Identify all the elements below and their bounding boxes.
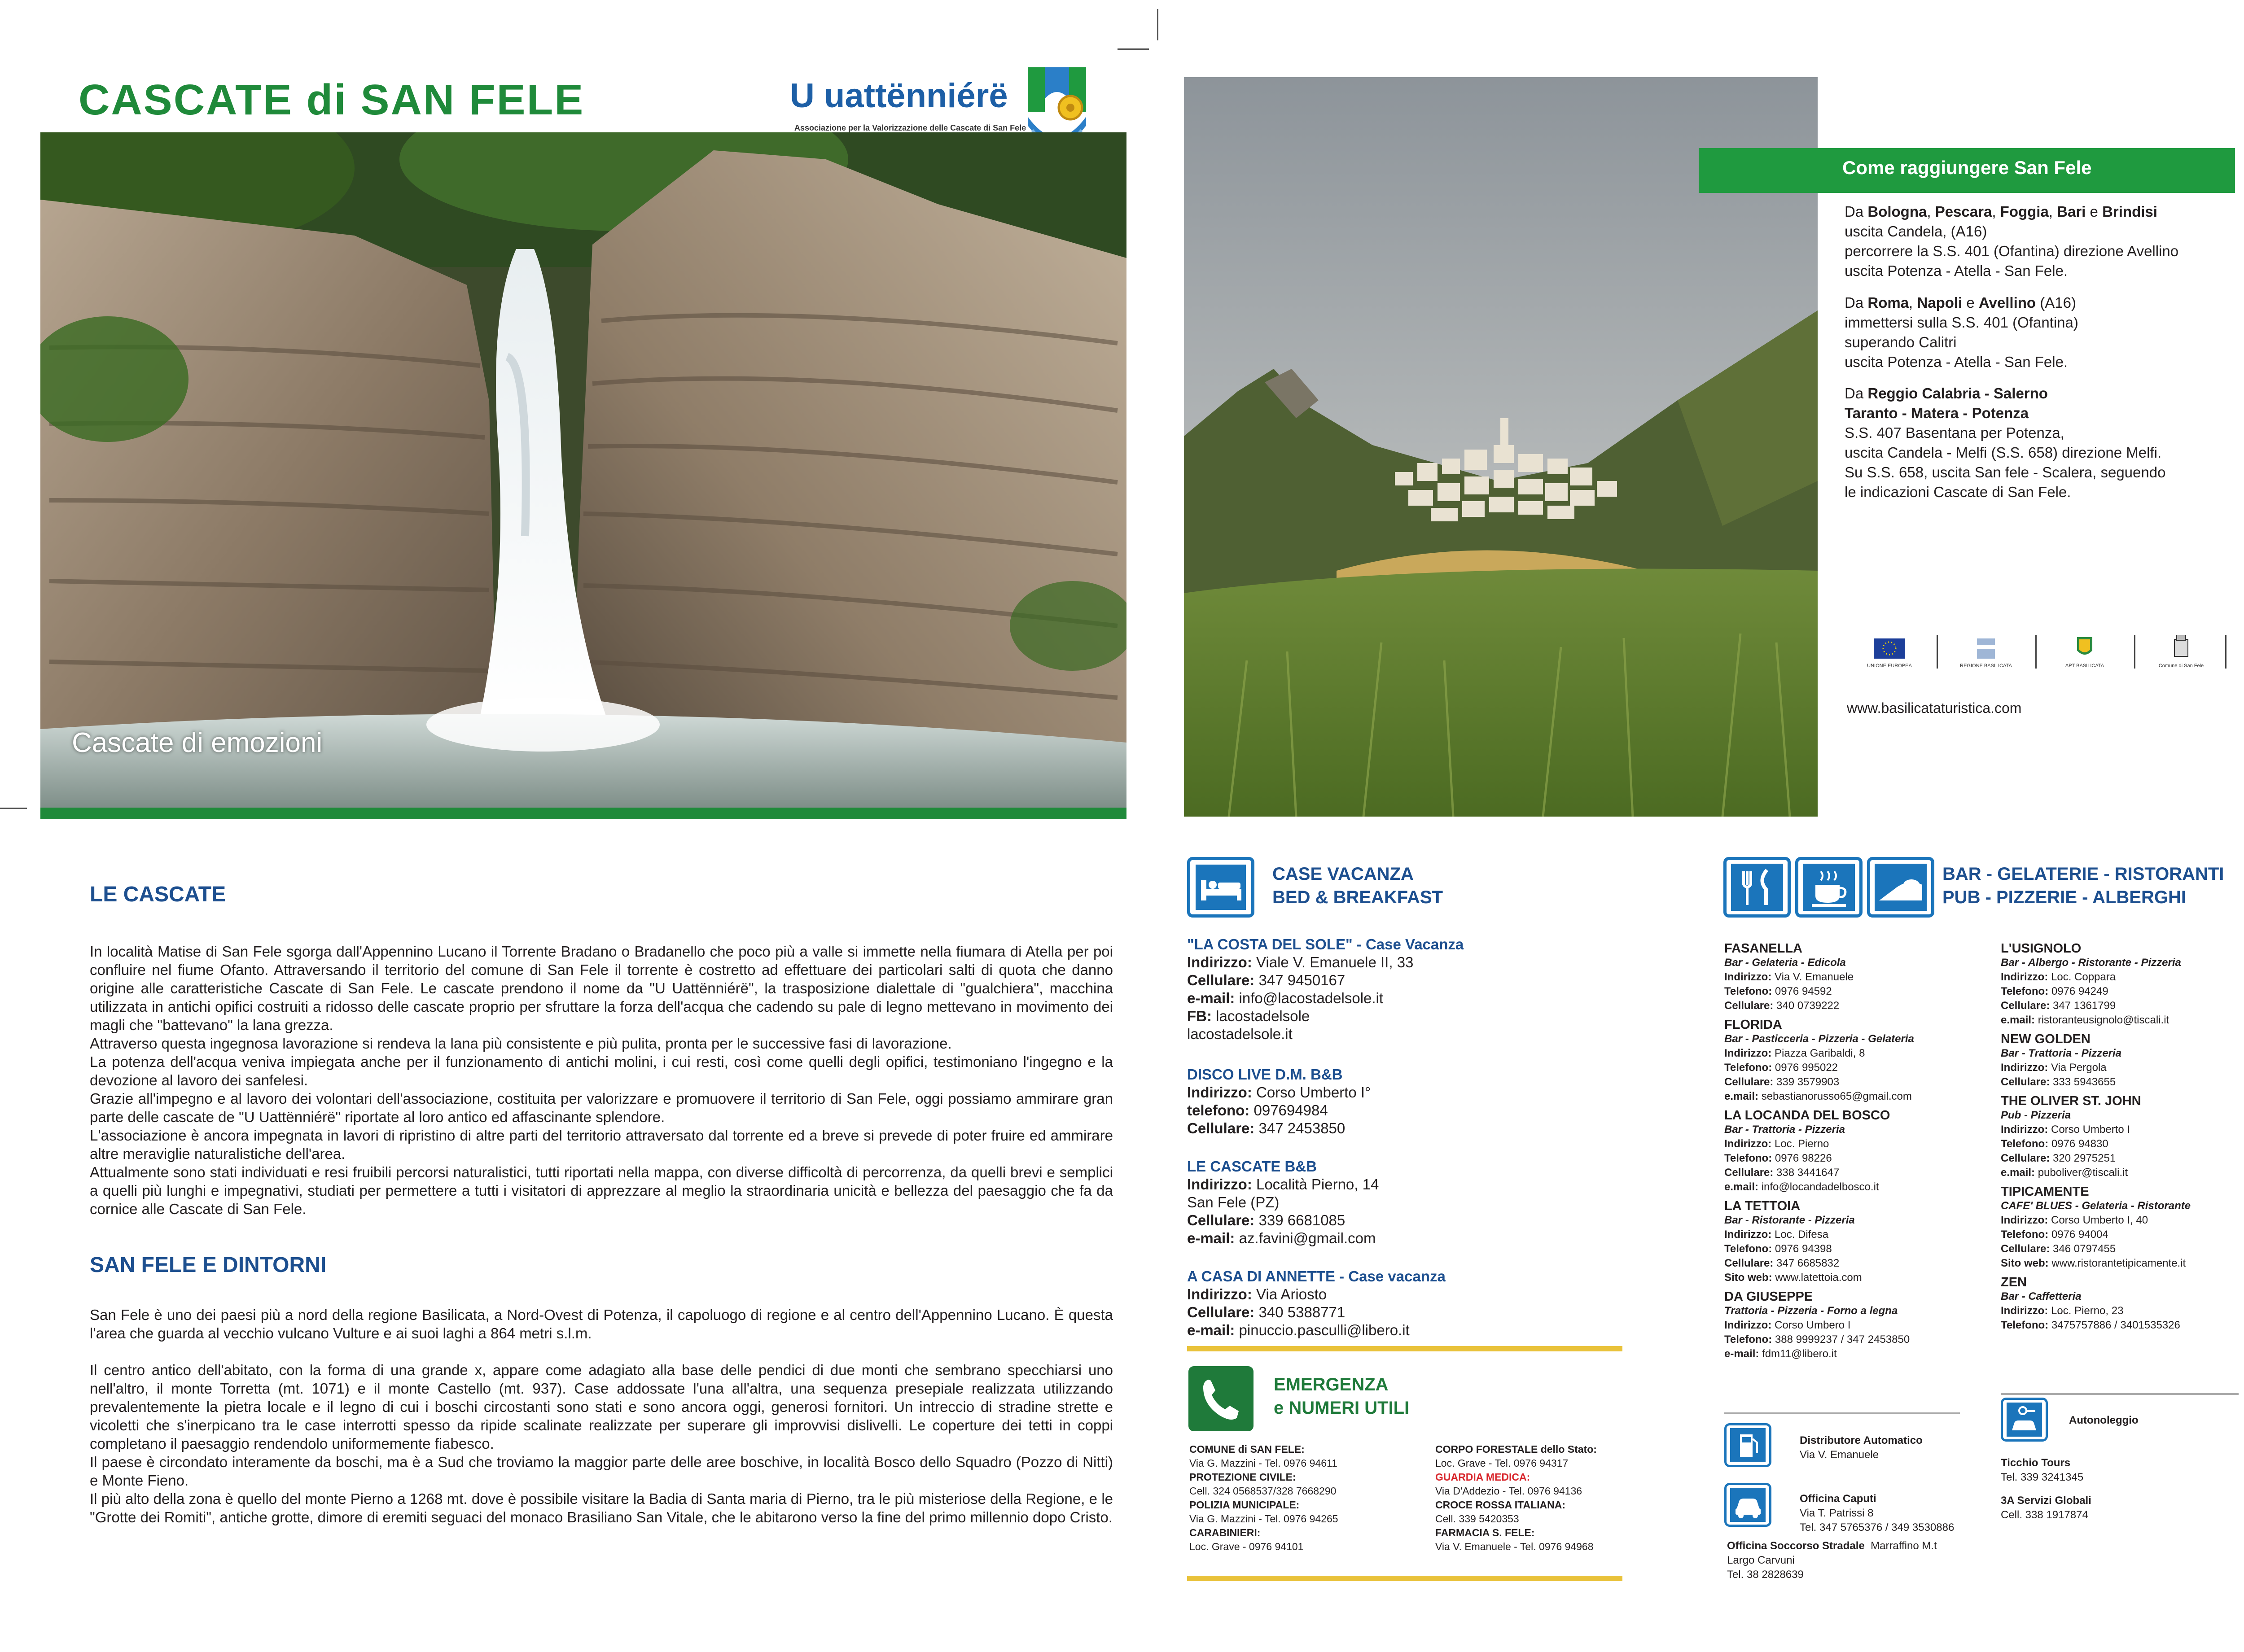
directions-title-bar [1699,148,2235,193]
business-list-col-1 [1724,941,1914,1361]
autonoleggio-list: Ticchio Tours Tel. 339 3241345 3A Servizi Globali Cell. 338 1917874 [2001,1457,2091,1521]
listing-disco-live: DISCO LIVE D.M. B&B Indirizzo: Corso Umberto I° telefono: 097694984 Cellulare: 347 2453850 [1187,1066,1371,1136]
regione-logo: REGIONE BASILICATA [1939,635,2033,669]
divider [2001,1393,2239,1395]
business-zen: ZEN Bar - Caffetteria Indirizzo: Loc. Pierno, 23 Telefono: 3475757886 / 3401535326 [2001,1275,2180,1331]
yellow-divider [1187,1346,1622,1351]
case-vacanza-title: CASE VACANZA BED & BREAKFAST [1272,864,1443,907]
service-officina-caputi: Officina Caputi Via T. Patrissi 8 Tel. 347 5765376 / 349 3530886 [1800,1493,1955,1534]
business-the-oliver-st-john: THE OLIVER ST. JOHN Pub - Pizzeria Indirizzo: Corso Umberto I Telefono: 0976 94830 Cellulare: 320 2975251 e.mail: puboliver@tiscali.it [2001,1094,2141,1179]
directions-block-3: Da Reggio Calabria - Salerno Taranto - Matera - Potenza S.S. 407 Basentana per Potenza, uscita Candela - Melfi (S.S. 658) direzione Melfi. Su S.S. 658, uscita San fele - Scalera, seguendo le indicazioni Cascate di San Fele. [1845,385,2166,500]
eu-logo: UNIONE EUROPEA [1845,635,1934,669]
business-list-col-2 [2001,941,2191,1333]
city: Bologna [1867,203,1927,220]
autonoleggio-title: Autonoleggio [2069,1414,2139,1426]
eu-flag-icon [1874,638,1905,659]
listing-a-casa-di-annette: A CASA DI ANNETTE - Case vacanza Indirizzo: Via Ariosto Cellulare: 340 5388771 e-mail: pinuccio.pasculli@libero.it [1187,1268,1446,1338]
emergency-numbers-col-2: CORPO FORESTALE dello Stato: Loc. Grave - Tel. 0976 94317 GUARDIA MEDICA: Via D'Addezio - Tel. 0976 94136 CROCE ROSSA ITALIANA: Cell. 339 5420353 FARMACIA S. FELE: Via V. Emanuele - Tel. 0976 94968 [1435,1443,1597,1552]
section-heading-le-cascate: LE CASCATE [90,883,226,906]
sponsor-logos [1845,635,2226,669]
business-florida: FLORIDA Bar - Pasticceria - Pizzeria - Gelateria Indirizzo: Piazza Garibaldi, 8 Telefono: 0976 995022 Cellulare: 339 3579903 e.mail: sebastianorusso65@gmail.com [1724,1018,1914,1102]
website-link[interactable]: www.basilicataturistica.com [1847,700,2022,716]
comune-crest-icon [2172,635,2190,657]
green-band [40,808,1126,819]
crop-mark [0,808,27,809]
logo-subtitle: Associazione per la Valorizzazione delle Cascate di San Fele [794,123,1026,132]
car-key-icon [2001,1398,2048,1442]
business-la-tettoia: LA TETTOIA Bar - Ristorante - Pizzeria Indirizzo: Loc. Difesa Telefono: 0976 94398 Cellulare: 347 6685832 Sito web: www.latettoia.com [1724,1199,1862,1284]
comune-logo: Comune di San Fele [2136,635,2226,669]
logo-name: U uattënniérë [790,77,1008,115]
emergency-numbers-col-1: COMUNE di SAN FELE: Via G. Mazzini - Tel. 0976 94611 PROTEZIONE CIVILE: Cell. 324 0568537/328 7668290 POLIZIA MUNICIPALE: Via G. Mazzini - Tel. 0976 94265 CARABINIERI: Loc. Grave - 0976 94101 [1189,1443,1338,1552]
apt-shield-icon [2077,637,2092,659]
listing-la-costa-del-sole: "LA COSTA DEL SOLE" - Case Vacanza Indirizzo: Viale V. Emanuele II, 33 Cellulare: 347 9450167 e-mail: info@lacostadelsole.it FB: lacostadelsole lacostadelsole.it [1187,936,1464,1042]
service-distributore: Distributore Automatico Via V. Emanuele [1800,1434,1923,1461]
phone-icon [1188,1366,1253,1431]
photo-caption: Cascate di emozioni [72,727,323,758]
car-icon [1724,1483,1771,1527]
business-new-golden: NEW GOLDEN Bar - Trattoria - Pizzeria Indirizzo: Via Pergola Cellulare: 333 5943655 [2001,1032,2121,1088]
business-da-giuseppe: DA GIUSEPPE Trattoria - Pizzeria - Forno a legna Indirizzo: Corso Umbero I Telefono: 388 9999237 / 347 2453850 e-mail: fdm11@libero.it [1724,1289,1910,1360]
business-lusignolo: L'USIGNOLO Bar - Albergo - Ristorante - Pizzeria Indirizzo: Loc. Coppara Telefono: 0976 94249 Cellulare: 347 1361799 e.mail: ristoranteusignolo@tiscali.it [2001,941,2181,1026]
san-fele-text: San Fele è uno dei paesi più a nord della regione Basilicata, a Nord-Ovest di Potenza, il capoluogo di regione e al centro dell'Appennino Lucano. È questa l'area che guarda al vecchio vulcano Vulture e ai suoi laghi a 864 metri s.l.m. Il centro antico dell'abitato, con la forma di una grande x, appare come adagiato alla base delle pendici di due monti che sembrano specchiarsi uno nell'altro, il monte Torretta (mt. 1071) e il monte Castello (mt. 937). Case addossate l'una all'altra, una sequenza presepiale realizzata utilizzando prevalentemente la pietra locale e il legno di cui i boschi circostanti sono stati e sono ancora oggi, generosi fornitori. Un intreccio di stradine strette e vicoletti che s'inerpicano tra le case interrotti spesso da ripide scalinate realizzate per superare gli improvvisi dislivelli. Le coperture dei tetti in coppi completano il paesaggio rendendolo uniformemente fiabesco. Il paese è circondato interamente da boschi, ma è a Sud che troviamo la maggior parte delle aree boschive, in località Bosco dello Squadro (Pozzo di Nitti) e Monte Fieno. Il più alto della zona è quello del monte Pierno a 1268 mt. dove è possibile visitare la Badia di Santa maria di Pierno, tra le più misteriose della Regione, e le "Grotte dei Romiti", antiche grotte, dimore di eremiti seguaci del monaco Brasiliano San Vitale, che le abitarono verso la fine del primo millennio dopo Cristo. [90,1307,1113,1525]
bar-section-title: BAR - GELATERIE - RISTORANTI PUB - PIZZERIE - ALBERGHI [1942,864,2224,907]
directions-block-1: Da Bologna, Pescara, Foggia, Bari e Brindisi uscita Candela, (A16) percorrere la S.S. 401 (Ofantina) direzione Avellino uscita Potenza - Atella - San Fele. [1845,203,2179,279]
business-la-locanda-del-bosco: LA LOCANDA DEL BOSCO Bar - Trattoria - Pizzeria Indirizzo: Loc. Pierno Telefono: 0976 98226 Cellulare: 338 3441647 e.mail: info@locandadelbosco.it [1724,1108,1890,1193]
bed-icon [1867,857,1934,918]
business-tipicamente: TIPICAMENTE CAFE' BLUES - Gelateria - Ristorante Indirizzo: Corso Umberto I, 40 Telefono: 0976 94004 Cellulare: 346 0797455 Sito web: www.ristorantetipicamente.it [2001,1184,2191,1269]
page-title: CASCATE di SAN FELE [79,76,585,124]
le-cascate-text: In località Matise di San Fele sgorga dall'Appennino Lucano il Torrente Bradano o Bradanello che poco più a valle si immette nella fiumara di Atella per poi confluire nel fiume Ofanto. Attraversando il territorio del comune di San Fele il torrente è costretto ad effettuare dei particolari salti di quota che danno origine alle caratteristiche Cascate di San Fele. Le cascate prendono il nome da "U Uattënniérë", la trasposizione dialettale di "gualchiera", macchina utilizzata in antichi opifici costruiti a ridosso delle cascate proprio per sfruttare la forza dell'acqua che cadendo su pale di legno mettevano in movimento dei magli che "battevano" la lana grezza. Attraverso questa ingegnosa lavorazione si rendeva la lana più consistente e più pulita, pronta per le successive fasi di lavorazione. La potenza dell'acqua veniva impiegata anche per il funzionamento di antichi molini, i cui resti, così come quelli degli opifici, testimoniano l'ingegno e la devozione al lavoro dei sanfelesi. Grazie all'impegno e al lavoro dei volontari dell'associazione, costituita per valorizzare e promuovere il territorio di San Fele, oggi possiamo ammirare gran parte delle cascate de "U Uattënniérë" riportate al loro antico ed affascinante splendore. L'associazione è ancora impegnata in lavori di ripristino di altre parti del territorio attraversato dal torrente ed a breve si prevede di poter fruire ed ammirare altre meraviglie naturalistiche dell'area. Attualmente sono stati individuati e resi fruibili percorsi naturalistici, tutti riportati nella mappa, con diverse difficoltà di percorrenza, da quelli brevi e semplici a quelli più lunghi e impegnativi, studiati per permettere a tutti i visitatori di apprezzare al meglio la straordinaria unicità e bellezza del paesaggio che fa da cornice alle Cascate di San Fele. [90,943,1113,1217]
divider [1724,1412,1960,1414]
crop-mark [1118,48,1149,50]
fuel-pump-icon [1724,1423,1771,1467]
cutlery-icon [1723,857,1791,918]
business-fasanella: FASANELLA Bar - Gelateria - Edicola Indirizzo: Via V. Emanuele Telefono: 0976 94592 Cellulare: 340 0739222 [1724,941,1854,1012]
coffee-cup-icon [1795,857,1863,918]
listing-le-cascate-bb: LE CASCATE B&B Indirizzo: Località Pierno, 14 San Fele (PZ) Cellulare: 339 6681085 e-mail: az.favini@gmail.com [1187,1158,1379,1246]
bed-icon [1187,857,1254,918]
service-officina-soccorso: Officina Soccorso Stradale Marraffino M.t Largo Carvuni Tel. 38 2828639 [1727,1540,1937,1581]
crop-mark [1157,9,1158,40]
apt-logo: APT BASILICATA [2038,635,2132,669]
emergenza-title: EMERGENZA e NUMERI UTILI [1274,1375,1410,1418]
section-heading-san-fele: SAN FELE E DINTORNI [90,1253,327,1277]
directions-title: Come raggiungere San Fele [1842,157,2092,178]
regione-emblem-icon [1977,638,1995,659]
waterfall-photo [40,132,1126,808]
yellow-divider [1187,1576,1622,1581]
directions-block-2: Da Roma, Napoli e Avellino (A16) immettersi sulla S.S. 401 (Ofantina) superando Calitri uscita Potenza - Atella - San Fele. [1845,294,2078,370]
